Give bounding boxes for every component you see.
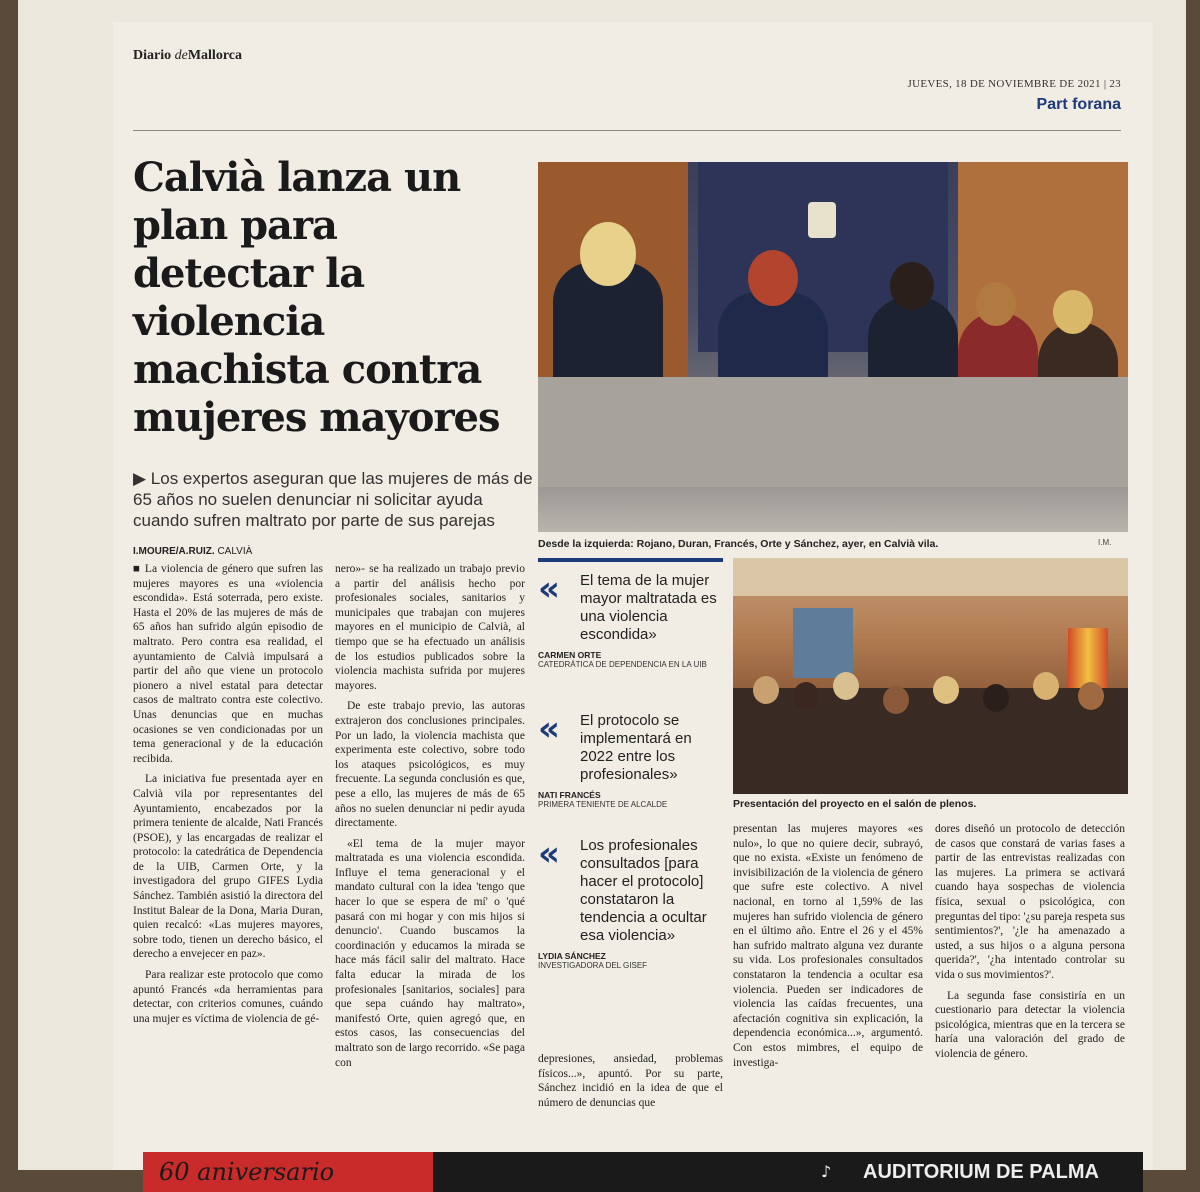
paragraph: De este trabajo previo, las autoras extrajeron dos conclusiones principales. Por un lado, la violencia machista que experimenta este colectivo, sobre todo los ataques psicológicos, es muy frecuente. La segunda conclusión es que, pese a ello, las mujeres de más de 65 años no suelen denunciar ni pedir ayuda directamente.	[335, 700, 525, 830]
section-title: Part forana	[1036, 96, 1121, 113]
quote-name: LYDIA SÁNCHEZ	[538, 951, 606, 961]
photo-audience-head	[793, 682, 819, 710]
ad-anniversary-text: 60 aniversario	[143, 1152, 433, 1192]
photo-painting	[793, 608, 853, 678]
photo-crest	[808, 202, 836, 238]
article-column-2	[335, 562, 525, 1076]
photo-flags	[1068, 628, 1108, 688]
photo-audience	[733, 688, 1128, 794]
headline: Calvià lanza un plan para detectar la violencia machista contra mujeres mayores	[133, 154, 500, 441]
photo1-caption: Desde la izquierda: Rojano, Duran, Francés, Orte y Sánchez, ayer, en Calvià vila.	[538, 538, 939, 550]
article-column-1	[133, 562, 323, 1032]
subhead: ▶ Los expertos aseguran que las mujeres de más de 65 años no suelen denunciar ni solicitar ayuda cuando sufren maltrato por parte de sus parejas	[133, 469, 533, 530]
pull-quote-3	[538, 834, 723, 970]
paragraph: Para realizar este protocolo que como apuntó Francés «da herramientas para detectar, con criterios comunes, cuándo una mujer es víctima de violencia de gé-	[133, 969, 323, 1025]
article-column-3	[538, 1052, 723, 1116]
ad-auditorium-text: AUDITORIUM DE PALMA	[863, 1161, 1099, 1183]
paragraph: nero»- se ha realizado un trabajo previo a partir del análisis hecho por profesionales sociales, sanitarios y municipales que trabajan con mujeres mayores en el municipio de Calvià, al tiempo que se ha efectuado un análisis de los estudios publicados sobre la violencia machista sufrida por mujeres mayores.	[335, 563, 525, 692]
pull-quote-2	[538, 709, 723, 809]
masthead-part-a: Diario	[133, 48, 175, 63]
quote-mark-icon: «	[538, 569, 560, 609]
masthead	[133, 48, 242, 64]
photo2-caption: Presentación del proyecto en el salón de plenos.	[733, 798, 977, 810]
header-rule	[133, 130, 1121, 131]
quote-text: El protocolo se implementará en 2022 entre los profesionales»	[580, 712, 692, 783]
paragraph: dores diseñó un protocolo de detección de casos que constará de varias fases a partir de las entrevistas realizadas con las mujeres. La primera se activará cuando haya sospechas de violencia física, sexual o psicológica, con preguntas del tipo: '¿su pareja respeta sus sentimientos?', '¿le ha amenazado a usted, a sus hijos o a alguna persona querida?', '¿ha intentado controlar su vida o sus movimientos?'.	[935, 823, 1125, 981]
photo-audience-head	[983, 684, 1009, 712]
masthead-part-b: de	[174, 48, 188, 63]
quote-text: El tema de la mujer mayor maltratada es una violencia escondida»	[580, 572, 717, 643]
photo-audience-head	[883, 686, 909, 714]
photo-head-3	[890, 262, 934, 310]
byline-place: CALVIÀ	[214, 546, 253, 557]
photo-head-4	[976, 282, 1016, 326]
paragraph: depresiones, ansiedad, problemas físicos...», apuntó. Por su parte, Sánchez incidió en la idea de que el número de denuncias que	[538, 1053, 723, 1109]
masthead-part-c: Mallorca	[187, 48, 242, 63]
photo-head-1	[580, 222, 636, 286]
photo-audience-head	[833, 672, 859, 700]
article-column-5	[935, 822, 1125, 1068]
byline-authors: I.MOURE/A.RUIZ.	[133, 546, 215, 557]
photo-audience-head	[933, 676, 959, 704]
quote-mark-icon: «	[538, 834, 560, 874]
byline	[133, 546, 252, 557]
photo1-credit: I.M.	[1098, 538, 1112, 547]
newspaper-page	[18, 0, 1186, 1186]
newspaper-sheet	[113, 22, 1153, 1186]
quote-role: PRIMERA TENIENTE DE ALCALDE	[538, 800, 668, 809]
photo-audience-head	[1033, 672, 1059, 700]
plenary-hall-photo	[733, 558, 1128, 794]
article-column-4	[733, 822, 923, 1076]
paragraph: ■ La violencia de género que sufren las mujeres mayores es una «violencia escondida». Está soterrada, pero existe. Hasta el 20% de las mujeres de más de 65 años han sufrido algún episodio de maltrato. Pero contra esa realidad, el ayuntamiento de Calvià impulsará a partir del año que viene un protocolo pionero a nivel estatal para detectar casos de maltrato contra este colectivo. Unas denuncias que en muchas ocasiones se ven condicionadas por un tema generacional y de la educación recibida.	[133, 563, 323, 765]
advertisement-banner	[143, 1152, 1143, 1192]
photo-head-2	[748, 250, 798, 306]
paragraph: «El tema de la mujer mayor maltratada es una violencia escondida. Influye el tema generacional y el mandato cultural con la idea 'tengo que hacer lo que se espera de mí' o 'qué pasará con mi hogar y con mis hijos si denuncio'. Cuando buscamos la coordinación y educamos la mirada se hace más fácil salir del maltrato. Hace falta educar la mirada de los profesionales [sanitarios, sociales] para que sepa cuándo hay maltrato», manifestó Orte, quien agregó que, en estos casos, las consecuencias del maltrato son de largo recorrido. «Se paga con	[335, 837, 525, 1069]
photo-audience-head	[1078, 682, 1104, 710]
quote-text: Los profesionales consultados [para hacer el protocolo] constataron la tendencia a ocultar esa violencia»	[580, 837, 707, 944]
press-conference-photo	[538, 162, 1128, 532]
auditorium-logo-icon: ♪	[821, 1162, 832, 1181]
quote-name: NATI FRANCÉS	[538, 790, 601, 800]
dateline: JUEVES, 18 DE NOVIEMBRE DE 2021 | 23	[907, 78, 1121, 90]
quote-mark-icon: «	[538, 709, 560, 749]
quote-role: INVESTIGADORA DEL GISEF	[538, 961, 648, 970]
quote-name: CARMEN ORTE	[538, 650, 602, 660]
quote-role: CATEDRÁTICA DE DEPENDENCIA EN LA UIB	[538, 660, 707, 669]
photo-ceiling	[733, 558, 1128, 596]
paragraph: La segunda fase consistiría en un cuestionario para detectar la violencia psicológica, mientras que en la tercera se haría una valoración del grado de violencia de género.	[935, 989, 1125, 1060]
photo-table	[538, 377, 1128, 487]
pull-quote-1	[538, 569, 723, 669]
photo-head-5	[1053, 290, 1093, 334]
quotes-bar	[538, 558, 723, 562]
paragraph: La iniciativa fue presentada ayer en Calvià vila por representantes del Ayuntamiento, encabezados por la primera teniente de alcalde, Nati Francés (PSOE), y las encargadas de realizar el protocolo: la catedrática de Dependencia de la UIB, Carmen Orte, y la investigadora del grupo GIFES Lydia Sánchez. También asistió la directora del Institut Balear de la Dona, Maria Duran, quien recalcó: «Las mujeres mayores, sobre todo, tienen un derecho básico, el derecho a envejecer en paz».	[133, 773, 323, 961]
paragraph: presentan las mujeres mayores «es nulo», lo que no quiere decir, subrayó, que no exista. «Existe un fenómeno de invisibilización de la violencia de género que sufre este colectivo. A nivel nacional, en torno al 1,59% de las mujeres han sufrido violencia de género en el último año. Entre el 26 y el 45% han sufrido maltrato alguna vez durante su vida. Los profesionales consultados constataron la tendencia a ocultar esa violencia. Pueden ser indicadores de violencia las caídas frecuentes, una afectación cognitiva sin explicación, la dependencia económica...», argumentó. Con estos mimbres, el equipo de investiga-	[733, 823, 923, 1069]
photo-audience-head	[753, 676, 779, 704]
